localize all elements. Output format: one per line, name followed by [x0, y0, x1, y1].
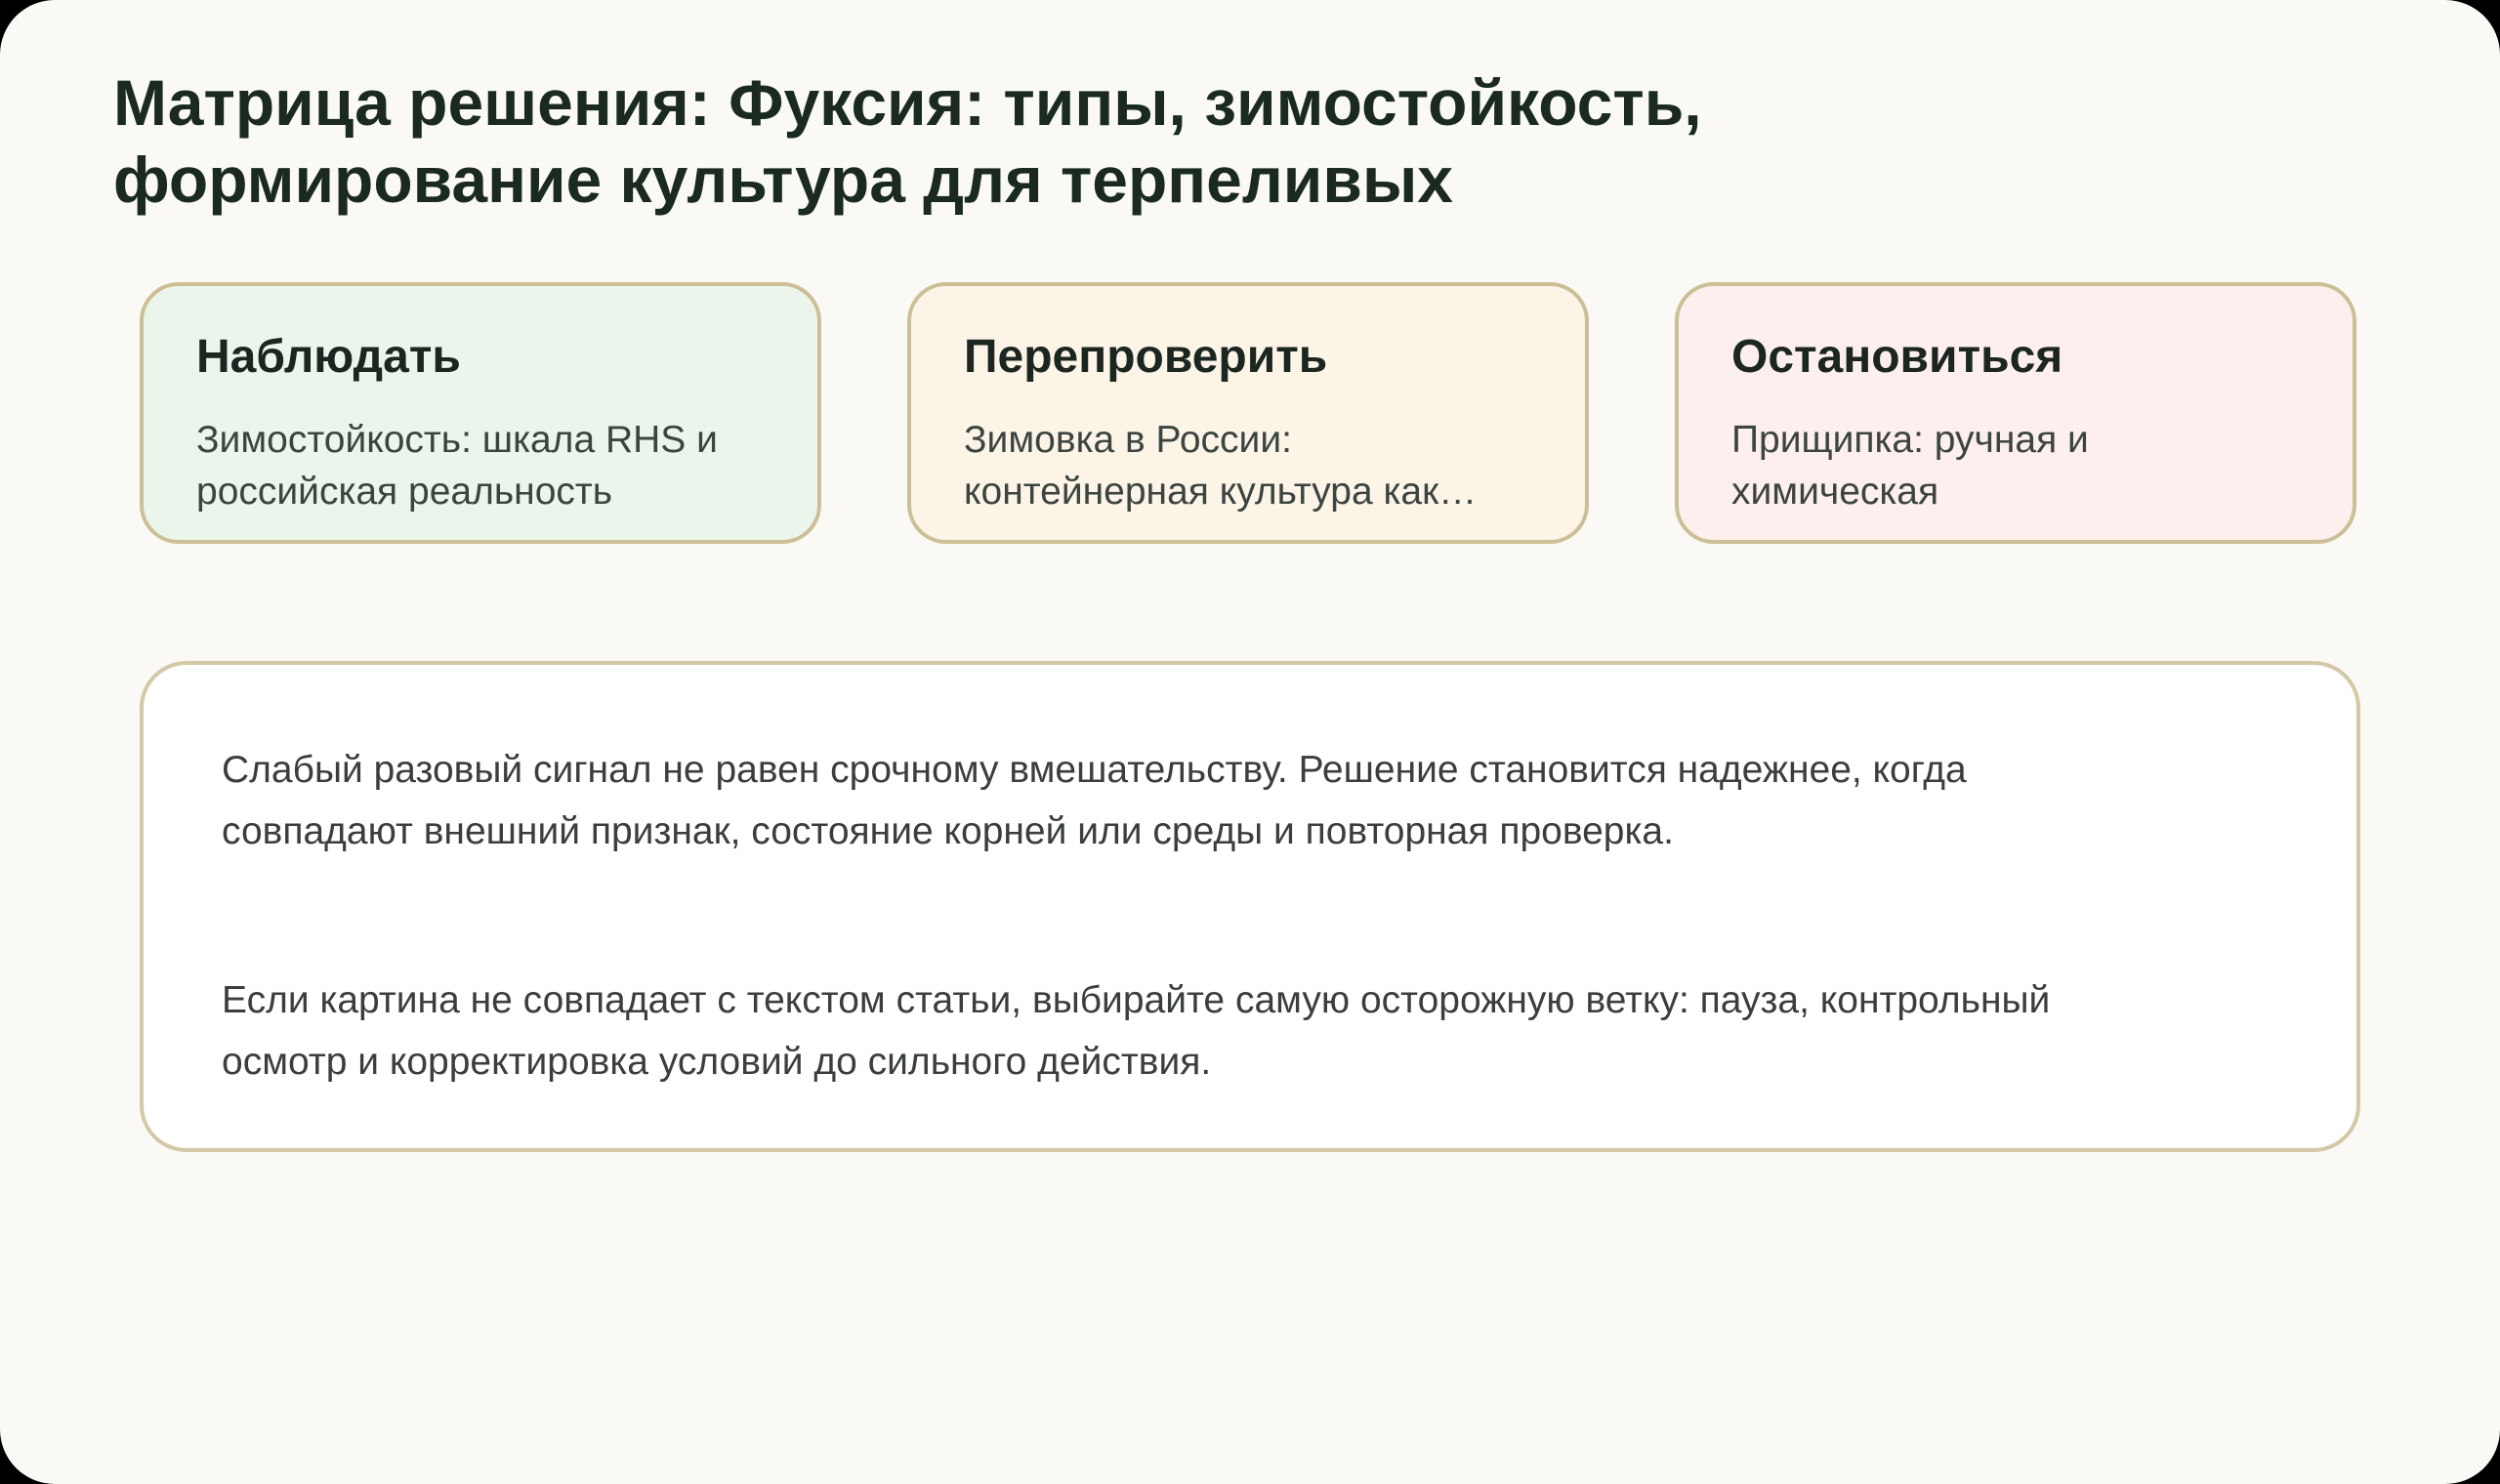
notes-panel — [140, 661, 2360, 1152]
card-title-observe: Наблюдать — [196, 331, 461, 383]
note-paragraph-cautious-branch: Если картина не совпадает с текстом статьи, выбирайте самую осторожную ветку: пауза, контрольный осмотр и корректировка условий до сильного действия. — [222, 979, 2051, 1083]
card-text-stop — [1731, 414, 2300, 517]
card-recheck — [907, 282, 1589, 544]
card-text-stop-line1: Прищипка: ручная и — [1731, 419, 2089, 461]
card-text-recheck — [964, 414, 1532, 517]
card-title-stop: Остановиться — [1731, 331, 2063, 383]
card-text-observe-line1: Зимостойкость: шкала RHS и — [196, 419, 718, 461]
card-text-recheck-line2: контейнерная культура как… — [964, 471, 1478, 513]
card-text-recheck-line1: Зимовка в России: — [964, 419, 1292, 461]
card-stop — [1675, 282, 2356, 544]
card-text-observe-line2: российская реальность — [196, 471, 613, 513]
note-paragraph-weak-signal: Слабый разовый сигнал не равен срочному вмешательству. Решение становится надежнее, когда совпадают внешний признак, состояние корней или среды и повторная проверка. — [222, 749, 1967, 852]
card-text-stop-line2: химическая — [1731, 471, 1939, 513]
card-text-observe — [196, 414, 765, 517]
card-title-recheck: Перепроверить — [964, 331, 1328, 383]
card-observe — [140, 282, 821, 544]
page-title: Матрица решения: Фуксия: типы, зимостойкость, формирование культура для терпеливых — [113, 66, 1702, 216]
